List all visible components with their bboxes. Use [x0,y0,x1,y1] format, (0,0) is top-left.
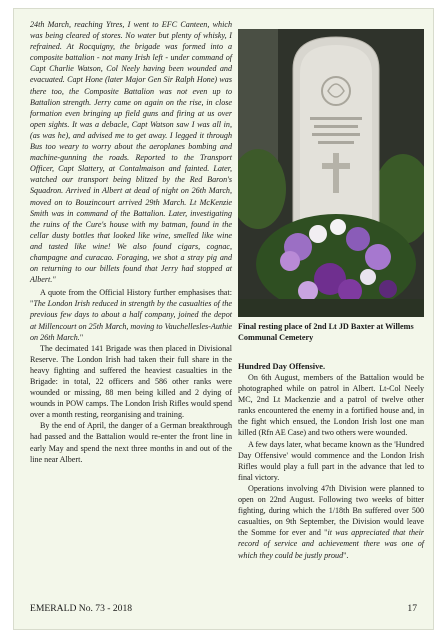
right-column [238,29,424,561]
official-history-tail: " [79,332,84,342]
official-history-quote: The London Irish reduced in strength by the casualties of the previous few days to about a half company, joined the depot at Millencourt on 25th March, moving to Vauchellesles-Authie on 26th March. [30,299,233,342]
section-heading: Hundred Day Offensive. [238,362,326,371]
headstone-illustration [238,29,424,317]
page-footer [30,603,417,614]
operations-quote: it was appreciated that their record of service and achievement there was one of which they could be justly proud [238,528,424,560]
photo-caption: Final resting place of 2nd Lt JD Baxter at Willems Communal Cemetery [238,322,414,342]
magazine-issue: EMERALD No. 73 - 2018 [30,603,133,614]
headstone-photo [238,29,424,317]
left-column [30,19,232,465]
official-history-paragraph [30,287,232,342]
operations-paragraph [238,483,424,561]
operations-tail: ". [343,550,349,560]
hundred-day-paragraph: A few days later, what became known as the 'Hundred Day Offensive' would commence and the London Irish Rifles would play a full part in the advance that led to final victory. [238,439,424,482]
diary-quote-paragraph: 24th March, reaching Ytres, I went to EFC Canteen, which was being cleared of stores. No water but plenty of whisky, I refrained. At Rocquigny, the brigade was formed into a composite battalion - not many Irish left - under command of Capt Charlie Watson, Col Neely having been wounded and evacuated. Capt Hone (later Major Gen Sir Ralph Hone) was there too, the Composite Battalion was not even up to Battalion strength. Jerry came on again on the rise, in close formation even bringing up field guns and firing at us over open sights. It was a debacle, Capt Watson saw I was all in, (as was he), and advised me to get away. I legged it through Bus too weary to worry about the aeroplanes bombing and machine-gunning the roads. Reported to the Transport Officer, Capt Slattery, at Contalmaison and fainted. Later, watched our transport being blitzed by the Red Baron's Squadron. Arrived in Albert at dead of night on 26th March, moved on to Bouzincourt arrived 29th March. Lt McKenzie Smith was in command of the Battalion. Later, investigating the ruins of the Cure's house with my batman, found in the cellar dusty bottles that looked like wine, smelled like wine and tasted like wine! We also found cigars, cognac, champagne and curacao. Foraging, we shot a stray pig and on returning to our billets found that Jerry had stopped at Albert." [30,20,232,285]
brigade-reserve-paragraph: The decimated 141 Brigade was then placed in Divisional Reserve. The London Irish had taken their full share in the heavy fighting and suffered the heaviest casualties in the Brigade: in total, 22 officers and 586 other ranks were wounded or missing, 88 men being killed and 2 dying of wounds in POW camps. The London Irish Rifles would spend over a month resting, reorganising and training. [30,343,232,420]
page [13,8,434,630]
page-number: 17 [407,603,417,614]
operations-text: Operations involving 47th Division were planned to open on 22nd August. Following two weeks of bitter fighting, during which the 1/18th Bn suffered over 500 casualties, on 9th September, the Division would leave the Somme for ever and " [238,483,424,538]
august-patrol-paragraph: On 6th August, members of the Battalion would be photographed while on patrol in Albert. Lt-Col Neely MC, 2nd Lt Mackenzie and a patrol of twelve other ranks encountered the enemy in a fortified house and, in the fight which ensued, the London Irish lost one man killed (Rfn AE Case) and two others were wounded. [238,373,424,438]
official-history-lead: A quote from the Official History further emphasises that: " [30,288,232,309]
april-paragraph: By the end of April, the danger of a German breakthrough had passed and the Battalion would re-enter the front line in early May and spend the next three months in and out of the line near Albert. [30,421,232,464]
